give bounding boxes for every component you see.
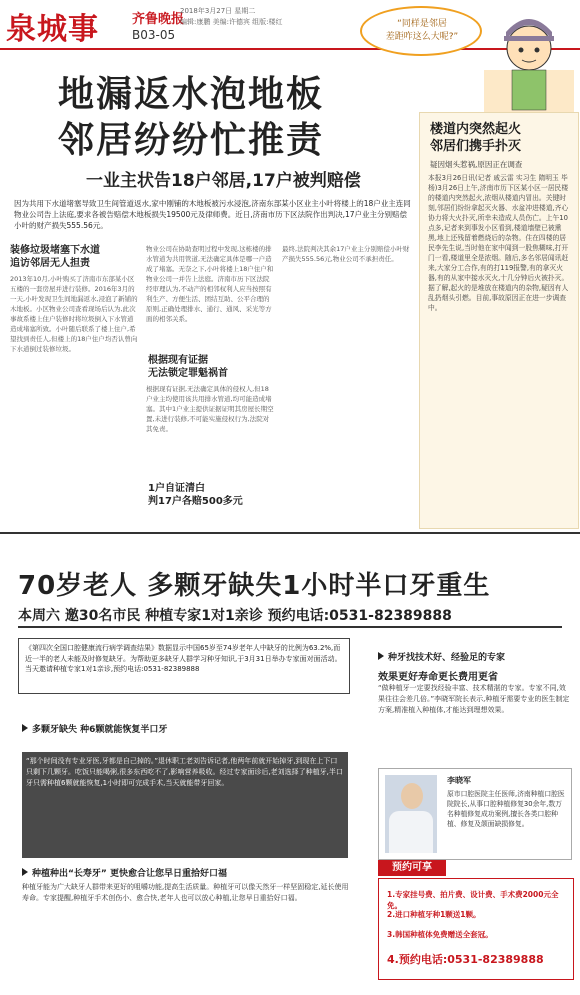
headline	[58, 72, 324, 164]
expert-name: 李晓军	[447, 776, 471, 785]
ad-section-2-heading	[22, 866, 227, 879]
ad-rule	[18, 626, 562, 628]
sidebar-subtitle: 疑因烟头惹祸,原因正在调查	[430, 160, 523, 169]
heading-3	[148, 482, 243, 508]
expert-card	[378, 768, 572, 860]
ad-section-1-body: “那个时间没有专业牙医,牙都是自己掉的。”退休职工老刘告诉记者,他两年前就开始掉牙,到现在上下口只剩下几颗牙。吃饭只能喝粥,很多东西吃不了,影响营养吸收。经过专家面诊后,老刘选择了种植牙,半口牙只需种植6颗就能恢复,1小时即可完成手术,当天就能带牙回家。	[22, 752, 348, 858]
lead-paragraph: 因为共用下水道堵塞导致卫生间管道返水,家中刚铺的木地板被污水浸泡,济南东部某小区业主小叶将楼上的18户业主连同物业公司告上法庭,要求各被告赔偿木地板损失19500元及律师费。近日,济南市历下区法院作出判决,17户业主分别赔偿小叶的财产损失555.56元。	[14, 199, 411, 230]
arrow-icon	[378, 652, 384, 660]
sidebar-title-line-2: 邻居们携手扑灭	[430, 139, 522, 154]
appointment-item-3: 3.韩国种植体免费赠送全套冠。	[387, 930, 493, 939]
article-column-3: 最终,法院判决其余17户业主分别赔偿小叶财产损失555.56元,物业公司不承担责任。	[282, 245, 410, 263]
arrow-icon	[22, 724, 28, 732]
effect-heading: 效果更好寿命更长费用更省	[378, 672, 498, 683]
subheadline: 一业主状告18户邻居,17户被判赔偿	[86, 171, 361, 191]
expert-photo	[385, 775, 437, 853]
appointment-item-2: 2.进口种植牙种1颗送1颗。	[387, 910, 481, 919]
appointment-heading: 预约可享	[378, 860, 446, 876]
section-title: 泉城事	[6, 12, 99, 47]
ad-section-2-title: 种植种出“长寿牙” 更快愈合让您早日重拾好口福	[32, 869, 227, 879]
issue-date: 2018年3月27日 星期二	[180, 7, 256, 15]
sidebar-body: 本报3月26日讯(记者 戚云雷 实习生 隋明玉 毕杨)3月26日上午,济南市历下区某小区一居民楼的楼道内突然起火,浓烟从楼道内冒出。关键时刻,邻居们纷纷拿起灭火器、水盆冲进楼道,齐心协力将大火扑灭,所幸未造成人员伤亡。上午10点多,记者来到事发小区看到,楼道墙壁已被熏黑,地上还残留着燃烧后的杂物。住在四楼的居民李先生说,当时他在家中闻到一股焦糊味,打开门一看,楼道里全是浓烟。随后,多名邻居闻讯赶来,大家分工合作,有的打119报警,有的拿灭火器,有的从家中接水灭火,十几分钟后火被扑灭。据了解,起火的是堆放在楼道内的杂物,疑因有人乱扔烟头引燃。目前,事故原因正在进一步调查中。	[428, 174, 569, 312]
appointment-phone: 4.预约电话:0531-82389888	[387, 953, 544, 966]
sidebar-article	[419, 112, 579, 529]
cartoon-illustration	[484, 10, 574, 115]
effect-body: “做种植牙一定要找经验丰富、技术精湛的专家。专家不同,效果往往会差几倍。”李晓军院长表示,种植牙需要专业的医生制定方案,精准植入种植体,才能达到理想效果。	[378, 684, 570, 714]
heading-2	[148, 354, 228, 380]
ad-section-1-title: 多颗牙缺失 种6颗就能恢复半口牙	[32, 725, 168, 735]
heading-1	[10, 244, 100, 270]
article-column-2: 物业公司在协助查明过程中发现,这栋楼的排水管道为共用管道,无法确定具体是哪一户造成了堵塞。无奈之下,小叶将楼上18户住户和物业公司一并告上法庭。济南市历下区法院经审理认为,不动产的相邻权利人应当按照有利生产、方便生活、团结互助、公平合理的原则,正确处理排水、通行、通风、采光等方面的相邻关系。	[146, 245, 274, 323]
ad-section-1-heading	[22, 722, 167, 735]
heading-2-line-1: 根据现有证据	[148, 355, 208, 366]
article-column-1: 2013年10月,小叶购买了济南市东部某小区五楼的一套房屋并进行装修。2016年3月的一天,小叶发现卫生间地漏返水,浸泡了新铺的木地板。小区物业公司查看现场后认为,此次事故系楼上住户装修时将垃圾倒入下水管道造成堵塞所致。小叶随后联系了楼上住户,希望找到责任人,但楼上的18户住户均否认曾向下水道倒过装修垃圾。	[10, 275, 138, 353]
heading-1-line-2: 追访邻居无人担责	[10, 258, 90, 269]
heading-3-line-1: 1户自证清白	[148, 483, 205, 494]
heading-2-line-2: 无法锁定罪魁祸首	[148, 368, 228, 379]
headline-line-1: 地漏返水泡地板	[58, 74, 325, 115]
editor-credits: 编辑:康鹏 美编:许德宾 组版:楼红	[180, 18, 283, 26]
expert-description: 原市口腔医院主任医师,济南种植口腔医院院长,从事口腔种植修复30余年,数万名种植修复成功案例,擅长各类口腔种植、修复及颌面缺损修复。	[447, 790, 565, 828]
section-divider	[0, 532, 580, 534]
page-number: B03-05	[132, 28, 176, 42]
paper-logo: 齐鲁晚报	[132, 12, 185, 27]
ad-section-3-title: 种牙找技术好、经验足的专家	[388, 653, 506, 663]
headline-line-2: 邻居纷纷忙推责	[58, 120, 325, 161]
expert-photo-coat	[389, 811, 433, 853]
bubble-text: “同样是邻居 差距咋这么大呢?”	[385, 19, 459, 42]
ad-title: 70岁老人 多颗牙缺失1小时半口牙重生	[18, 571, 491, 601]
arrow-icon	[22, 868, 28, 876]
article-column-2b: 根据现有证据,无法确定具体的侵权人,但18户业主均使用该共用排水管道,均可能造成堵塞。其中1户业主提供证据证明其房屋长期空置,未进行装修,不可能实施侵权行为,法院对其免责。	[146, 385, 274, 433]
heading-1-line-1: 装修垃圾堵塞下水道	[10, 245, 100, 256]
ad-section-2-body: 种植牙能为广大缺牙人群带来更好的咀嚼功能,提高生活质量。种植牙可以像天然牙一样坚固稳定,延长使用寿命。专家提醒,种植牙手术创伤小、愈合快,老年人也可以放心种植,让您早日重拾好口福。	[22, 883, 349, 902]
appointment-box	[378, 878, 574, 980]
expert-photo-head	[401, 783, 423, 809]
ad-section-3-heading	[378, 650, 505, 663]
appointment-item-1: 1.专家挂号费、拍片费、设计费、手术费2000元全免。	[387, 890, 559, 910]
speech-bubble	[360, 6, 482, 56]
ad-intro-box: 《第四次全国口腔健康流行病学调查结果》数据显示中国65岁至74岁老年人中缺牙的比例为63.2%,而近一半的老人未能及时修复缺牙。为帮助更多缺牙人群学习种牙知识,于3月31日举办专家面对面活动。当天邀请种植专家1对1亲诊,预约电话:0531-82389888	[18, 638, 350, 694]
heading-3-line-2: 判17户各赔500多元	[148, 496, 243, 507]
ad-subtitle: 本周六 邀30名市民 种植专家1对1亲诊 预约电话:0531-82389888	[18, 608, 452, 624]
sidebar-title-line-1: 楼道内突然起火	[430, 122, 522, 137]
sidebar-title	[430, 121, 521, 155]
